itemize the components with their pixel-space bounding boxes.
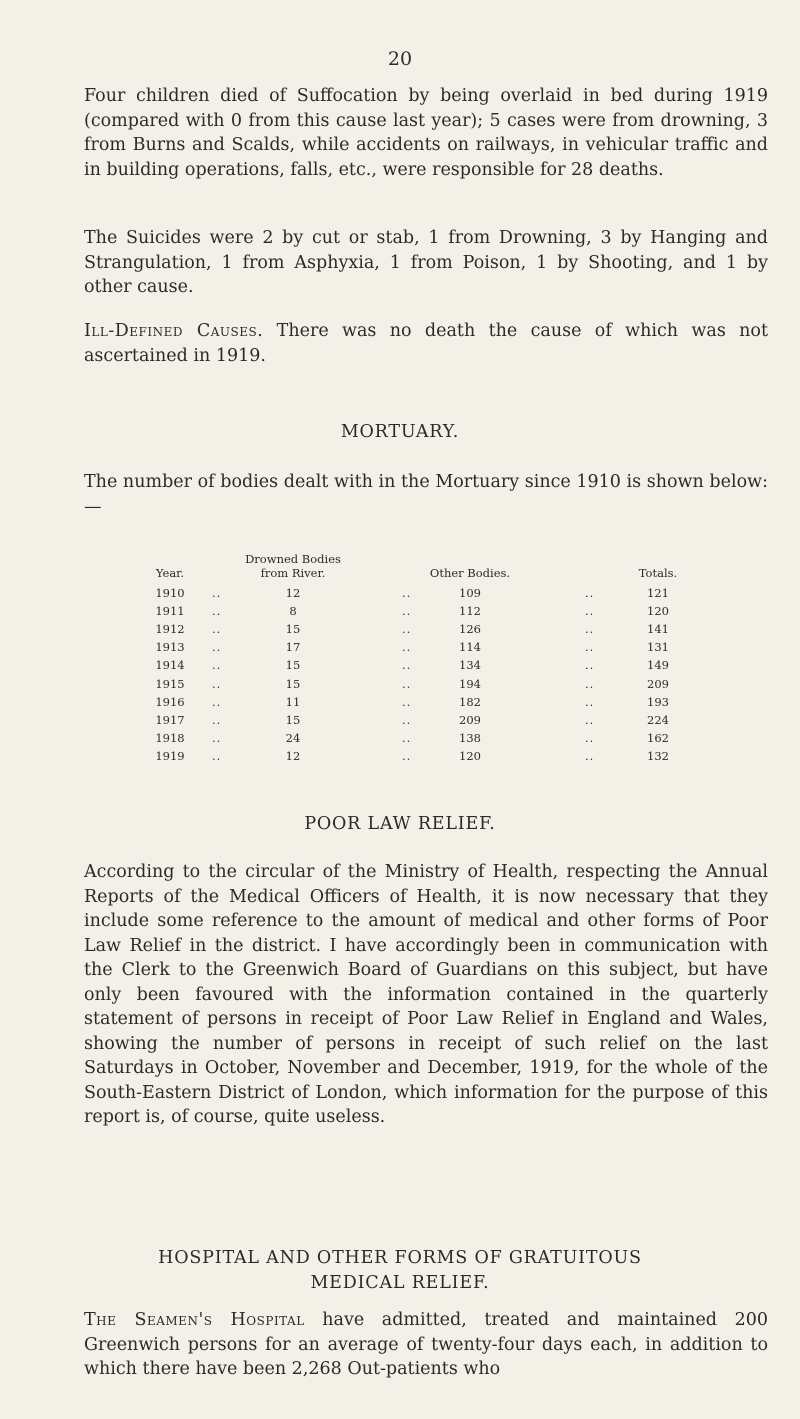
table-cell-total: 224 xyxy=(647,712,669,727)
leader-dots: .. xyxy=(585,712,595,727)
table-cell-total: 209 xyxy=(647,676,669,691)
table-row xyxy=(0,749,800,767)
leader-dots: .. xyxy=(402,658,412,673)
table-cell-year: 1917 xyxy=(155,712,185,727)
leader-dots: .. xyxy=(212,748,222,763)
table-cell-total: 193 xyxy=(647,694,669,709)
paragraph-ill-defined xyxy=(84,319,768,368)
table-cell-other: 120 xyxy=(459,748,481,763)
hospital-heading-line1: HOSPITAL AND OTHER FORMS OF GRATUITOUS xyxy=(158,1248,642,1268)
table-cell-other: 182 xyxy=(459,694,481,709)
table-row xyxy=(0,604,800,622)
table-cell-other: 209 xyxy=(459,712,481,727)
table-cell-year: 1919 xyxy=(155,748,185,763)
table-cell-total: 149 xyxy=(647,658,669,673)
leader-dots: .. xyxy=(402,640,412,655)
table-cell-drowned: 15 xyxy=(285,676,301,691)
leader-dots: .. xyxy=(585,676,595,691)
hospital-heading-line2: MEDICAL RELIEF. xyxy=(310,1273,490,1293)
leader-dots: .. xyxy=(402,676,412,691)
header-drowned-line1: Drowned Bodies xyxy=(245,552,341,566)
leader-dots: .. xyxy=(402,748,412,763)
leader-dots: .. xyxy=(585,622,595,637)
paragraph-mortuary-intro: The number of bodies dealt with in the Mortuary since 1910 is shown below:— xyxy=(84,472,768,517)
table-cell-year: 1913 xyxy=(155,640,185,655)
leader-dots: .. xyxy=(212,676,222,691)
table-row xyxy=(0,713,800,731)
leader-dots: .. xyxy=(402,604,412,619)
leader-dots: .. xyxy=(402,730,412,745)
table-cell-other: 114 xyxy=(459,640,481,655)
leader-dots: .. xyxy=(212,604,222,619)
table-cell-total: 132 xyxy=(647,748,669,763)
table-cell-year: 1911 xyxy=(155,604,185,619)
paragraph-suicides: The Suicides were 2 by cut or stab, 1 from Drowning, 3 by Hanging and Strangulation, 1 from Asphyxia, 1 from Poison, 1 by Shooting, and 1 by other cause. xyxy=(84,228,768,297)
table-cell-total: 121 xyxy=(647,586,669,600)
leader-dots: .. xyxy=(585,658,595,673)
leader-dots: .. xyxy=(212,658,222,673)
leader-dots: .. xyxy=(585,604,595,619)
table-cell-drowned: 12 xyxy=(285,586,301,600)
paragraph-seamens-hospital xyxy=(84,1308,768,1382)
table-cell-drowned: 12 xyxy=(285,748,301,763)
table-row xyxy=(0,677,800,695)
table-cell-total: 141 xyxy=(647,622,669,637)
header-other-bodies: Other Bodies. xyxy=(429,566,511,580)
table-row xyxy=(0,622,800,640)
leader-dots: .. xyxy=(585,640,595,655)
poor-law-heading: POOR LAW RELIEF. xyxy=(304,814,496,834)
leader-dots: .. xyxy=(212,622,222,637)
table-cell-drowned: 11 xyxy=(285,694,301,709)
paragraph-poor-law: According to the circular of the Ministry of Health, respecting the Annual Reports of the Medical Officers of Health, it is now necessary that they include some reference to the amount of medical and other forms of Poor Law Relief in the district. I have accordingly been in communication with the Clerk to the Greenwich Board of Guardians on this subject, but have only been favoured with the information contained in the quarterly statement of persons in receipt of Poor Law Relief in England and Wales, showing the number of persons in receipt of such relief on the last Saturdays in October, November and December, 1919, for the whole of the South-Eastern District of London, which information for the purpose of this report is, of course, quite useless. xyxy=(84,862,768,1127)
leader-dots: .. xyxy=(585,730,595,745)
leader-dots: .. xyxy=(585,748,595,763)
header-drowned-line2: from River. xyxy=(260,566,326,580)
page-number: 20 xyxy=(387,48,413,70)
leader-dots: .. xyxy=(402,712,412,727)
table-cell-drowned: 17 xyxy=(285,640,301,655)
header-totals: Totals. xyxy=(638,566,678,580)
table-cell-other: 109 xyxy=(459,586,481,600)
leader-dots: .. xyxy=(212,640,222,655)
leader-dots: .. xyxy=(585,694,595,709)
table-row xyxy=(0,695,800,713)
leader-dots: .. xyxy=(402,622,412,637)
table-cell-total: 131 xyxy=(647,640,669,655)
table-cell-year: 1910 xyxy=(155,586,185,600)
leader-dots: .. xyxy=(212,712,222,727)
table-row xyxy=(0,658,800,676)
table-cell-year: 1918 xyxy=(155,730,185,745)
paragraph-accidents: Four children died of Suffocation by being overlaid in bed during 1919 (compared with 0 from this cause last year); 5 cases were from drowning, 3 from Burns and Scalds, while accidents on railways, in vehicular traffic and in building operations, falls, etc., were responsible for 28 deaths. xyxy=(84,86,768,180)
seamens-hospital-body: have admitted, treated and maintained 200 Greenwich persons for an average of twenty-four days each, in addition to which there have been 2,268 Out-patients who xyxy=(84,1310,768,1379)
table-cell-drowned: 24 xyxy=(285,730,301,745)
table-cell-total: 162 xyxy=(647,730,669,745)
table-cell-year: 1912 xyxy=(155,622,185,637)
ill-defined-causes-body: There was no death the cause of which was not ascertained in 1919. xyxy=(84,321,769,366)
table-cell-other: 138 xyxy=(459,730,481,745)
leader-dots: .. xyxy=(402,694,412,709)
leader-dots: .. xyxy=(212,586,222,600)
table-cell-total: 120 xyxy=(647,604,669,619)
table-cell-other: 194 xyxy=(459,676,481,691)
table-row xyxy=(0,640,800,658)
table-cell-drowned: 15 xyxy=(285,658,301,673)
table-cell-drowned: 8 xyxy=(289,604,297,619)
table-cell-year: 1916 xyxy=(155,694,185,709)
table-cell-year: 1915 xyxy=(155,676,185,691)
table-cell-year: 1914 xyxy=(155,658,185,673)
table-cell-drowned: 15 xyxy=(285,622,301,637)
ill-defined-causes-lead: Ill-Defined Causes. xyxy=(84,321,264,341)
leader-dots: .. xyxy=(402,586,412,600)
table-row xyxy=(0,586,800,604)
table-cell-other: 134 xyxy=(459,658,481,673)
leader-dots: .. xyxy=(585,586,595,600)
table-cell-other: 112 xyxy=(459,604,481,619)
leader-dots: .. xyxy=(212,730,222,745)
table-row xyxy=(0,731,800,749)
header-year: Year. xyxy=(155,566,185,580)
table-cell-other: 126 xyxy=(459,622,481,637)
seamens-hospital-lead: The Seamen's Hospital xyxy=(84,1310,305,1330)
leader-dots: .. xyxy=(212,694,222,709)
mortuary-heading: MORTUARY. xyxy=(340,422,460,442)
table-cell-drowned: 15 xyxy=(285,712,301,727)
